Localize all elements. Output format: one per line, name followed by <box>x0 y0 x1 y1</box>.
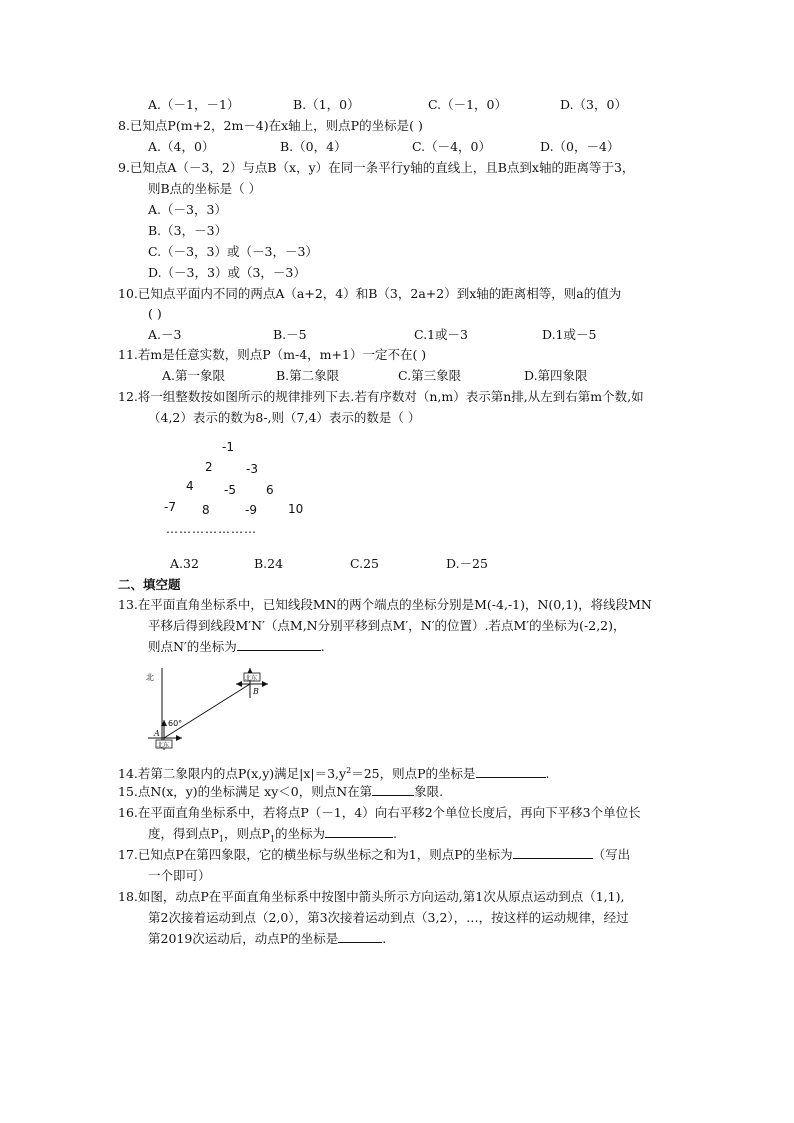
q11-option-b: B.第二象限 <box>276 368 340 383</box>
q10-option-c: C.1或－3 <box>414 327 468 342</box>
triangle-r4-c3: -9 <box>245 503 257 517</box>
q7-option-c: C.（－1，0） <box>428 97 507 112</box>
q9-option-a: A.（－3，3） <box>148 202 227 217</box>
triangle-r1-c1: -1 <box>222 440 234 454</box>
triangle-dots: ………………… <box>166 522 257 536</box>
q16-stem-line1: 16.在平面直角坐标系中，若将点P（－1，4）向右平移2个单位长度后，再向下平移3个单位长 <box>118 805 641 820</box>
q17-stem-line2: 一个即可） <box>148 868 211 883</box>
compass-a-label: 北东 <box>157 742 170 749</box>
q18-stem-line1: 18.如图，动点P在平面直角坐标系中按图中箭头所示方向运动,第1次从原点运动到点（1,1), <box>118 889 625 904</box>
triangle-r3-c2: -5 <box>224 483 236 497</box>
q14-text2: ＝25，则点P的坐标是 <box>351 766 476 782</box>
q15-answer-blank <box>372 783 414 796</box>
q10-option-d: D.1或－5 <box>542 327 597 342</box>
q9-option-d: D.（－3，3）或（3，－3） <box>148 265 306 280</box>
q18-stem-line2: 第2次接着运动到点（2,0），第3次接着运动到点（3,2），…，按这样的运动规律，经过 <box>148 910 629 925</box>
q8-option-a: A.（4，0） <box>148 139 215 154</box>
q7-option-a: A.（－1，－1） <box>148 97 240 112</box>
triangle-r3-c3: 6 <box>266 483 274 497</box>
q17-stem-line1 <box>118 846 630 864</box>
q16-line2c: 的坐标为 <box>275 826 326 841</box>
q15-text: 15.点N(x，y)的坐标满足 xy＜0，则点N在第 <box>118 784 373 799</box>
q9-option-b: B.（3，－3） <box>148 223 228 238</box>
triangle-r4-c4: 10 <box>288 502 304 516</box>
q16-end: . <box>393 826 398 841</box>
q8-option-c: C.（－4，0） <box>412 139 491 154</box>
triangle-r4-c1: -7 <box>164 500 176 514</box>
q10-option-a: A.－3 <box>148 327 182 342</box>
q11-option-c: C.第三象限 <box>398 368 462 383</box>
q14-text: 14.若第二象限内的点P(x,y)满足|x|＝3,y <box>118 766 347 782</box>
q8-stem: 8.已知点P(m+2，2m－4)在x轴上，则点P的坐标是( ) <box>118 118 423 133</box>
triangle-r2-c1: 2 <box>205 460 213 474</box>
q12-stem-line2: （4,2）表示的数为8-,则（7,4）表示的数是（ ） <box>148 410 421 425</box>
q11-stem: 11.若m是任意实数，则点P（m-4，m+1）一定不在( ) <box>118 347 427 362</box>
q16-line2: 度，得到点P <box>148 826 219 841</box>
q14-stem <box>118 762 550 783</box>
q18-line3: 第2019次运动后，动点P的坐标是 <box>148 931 339 946</box>
q15-stem <box>118 783 443 801</box>
q10-stem-line2: ( ) <box>148 306 162 321</box>
angle-label: 60° <box>168 719 183 728</box>
q18-end: . <box>382 931 387 946</box>
q14-sup: 2 <box>346 766 352 775</box>
section-title-fill-in: 二、填空题 <box>118 577 181 592</box>
q13-answer-blank <box>237 638 321 651</box>
q17-line1: 17.已知点P在第四象限，它的横坐标与纵坐标之和为1，则点P的坐标为 <box>118 847 513 862</box>
q9-stem-line2: 则B点的坐标是（ ） <box>148 181 262 196</box>
q9-stem-line1: 9.已知点A（－3，2）与点B（x，y）在同一条平行y轴的直线上，且B点到x轴的距离等于3， <box>118 160 635 175</box>
q18-stem-line3 <box>148 930 386 948</box>
compass-b <box>236 668 268 698</box>
q14-answer-blank <box>476 765 546 778</box>
triangle-r4-c2: 8 <box>202 503 210 517</box>
q12-option-c: C.25 <box>350 556 379 571</box>
point-a-label: A <box>154 729 160 738</box>
q12-stem-line1: 12.将一组整数按如图所示的规律排列下去.若有序数对（n,m）表示第n排,从左到右第m个数,如 <box>118 389 644 404</box>
q10-stem-line1: 10.已知点平面内不同的两点A（a+2，4）和B（3，2a+2）到x轴的距离相等，则a的值为 <box>118 286 622 301</box>
q13-direction-figure <box>140 662 280 754</box>
q16-sub2: 1 <box>269 834 276 844</box>
triangle-r3-c1: 4 <box>186 479 194 493</box>
q8-option-b: B.（0，4） <box>280 139 347 154</box>
q17-line1-end: （写出 <box>592 847 631 862</box>
q9-option-c: C.（－3，3）或（－3，－3） <box>148 244 318 259</box>
point-b-label: B <box>253 687 259 696</box>
q13-stem-line1: 13.在平面直角坐标系中，已知线段MN的两个端点的坐标分别是M(-4,-1)，N(0,1)，将线段MN <box>118 597 652 612</box>
q10-option-b: B.－5 <box>273 327 307 342</box>
triangle-r2-c2: -3 <box>246 462 258 476</box>
q14-end: . <box>545 766 550 782</box>
q16-sub1: 1 <box>218 834 225 844</box>
q17-answer-blank <box>513 846 593 859</box>
q13-stem-line2: 平移后得到线段M′N′（点M,N分别平移到点M′，N′的位置）.若点M′的坐标为(-2,2)， <box>148 618 626 633</box>
q15-end: 象限. <box>414 784 444 799</box>
q16-stem-line2 <box>148 825 397 849</box>
q13-line3-text: 则点N′的坐标为 <box>148 639 237 654</box>
compass-b-label: 北东 <box>245 675 258 682</box>
q12-option-b: B.24 <box>254 556 284 571</box>
q8-option-d: D.（0，－4） <box>540 139 620 154</box>
q12-option-a: A.32 <box>170 556 199 571</box>
q11-option-a: A.第一象限 <box>162 368 226 383</box>
north-label: 北 <box>146 673 154 682</box>
q12-option-d: D.－25 <box>446 556 488 571</box>
q16-answer-blank <box>325 825 393 838</box>
q13-line3-end: . <box>320 639 325 654</box>
q13-stem-line3 <box>148 638 325 656</box>
q7-option-b: B.（1，0） <box>293 97 360 112</box>
q7-option-d: D.（3，0） <box>560 97 627 112</box>
q11-option-d: D.第四象限 <box>524 368 588 383</box>
q16-line2b: ，则点P <box>224 826 270 841</box>
segment-ab <box>164 684 250 738</box>
q18-answer-blank <box>338 930 382 943</box>
